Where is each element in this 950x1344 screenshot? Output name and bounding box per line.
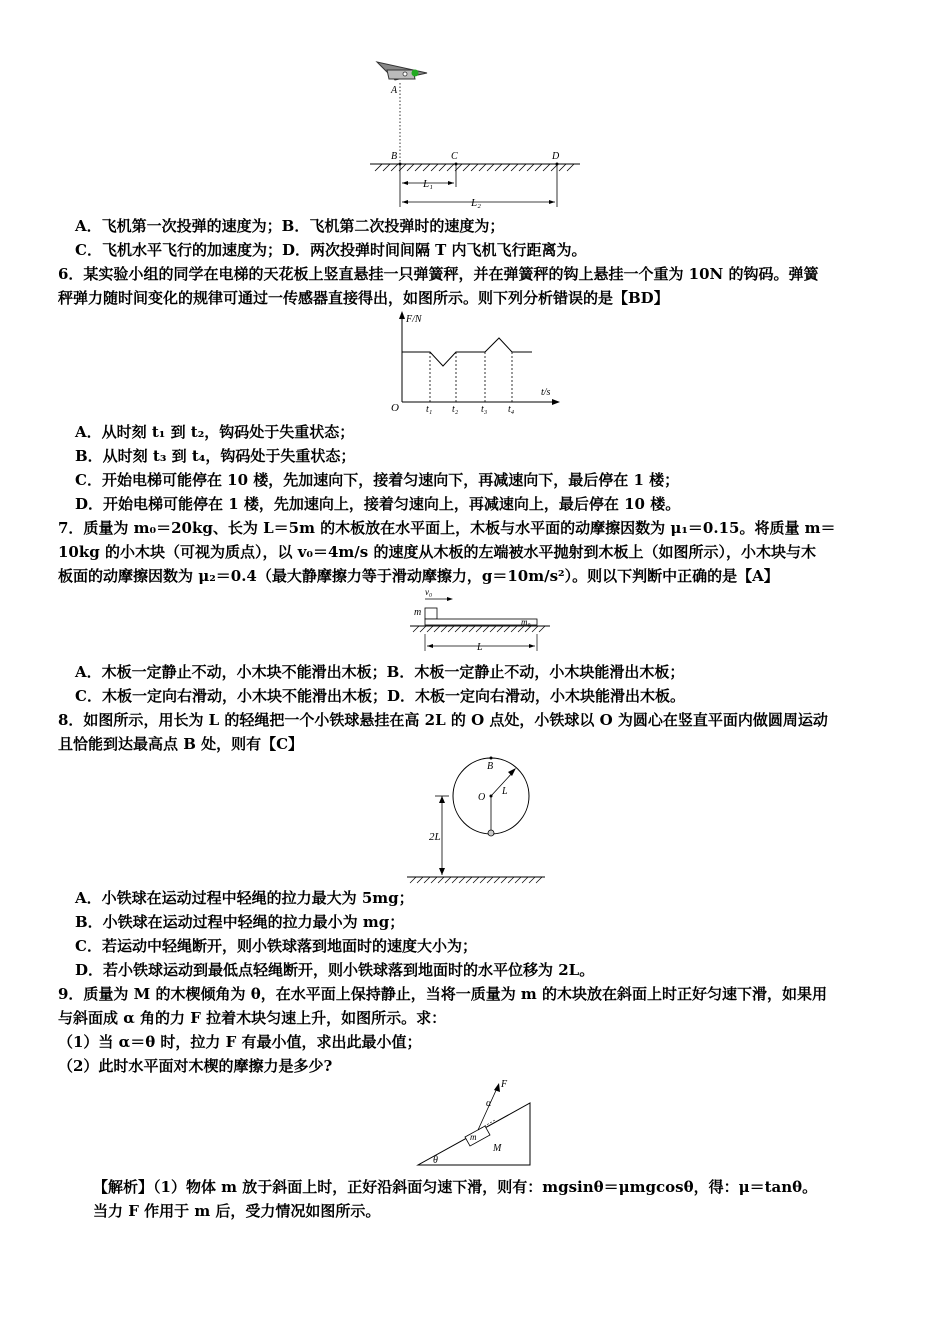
axis-label-t: t/s <box>541 387 551 398</box>
q8-stem-line2: 且恰能到达最高点 B 处，则有【C】 <box>58 735 304 753</box>
small-block <box>425 608 437 619</box>
q7-stem-line3: 板面的动摩擦因数为 μ₂＝0.4（最大静摩擦力等于滑动摩擦力，g＝10m/s²）。则以下判断中正确的是【A】 <box>58 567 779 585</box>
q9-stem-line2: 与斜面成 α 角的力 F 拉着木块匀速上升，如图所示。求： <box>58 1009 447 1027</box>
q6-option-b: B．从时刻 t₃ 到 t₄，钩码处于失重状态； <box>75 447 356 465</box>
label-L: L <box>502 786 508 797</box>
q6-stem-line1: 6．某实验小组的同学在电梯的天花板上竖直悬挂一只弹簧秤，并在弹簧秤的钩上悬挂一个重为 10N 的钩码。弹簧 <box>58 265 819 283</box>
label-v0: v₀ <box>425 587 433 597</box>
q7-stem-line1: 7．质量为 m₀＝20kg、长为 L＝5m 的木板放在水平面上，木板与水平面的动摩擦因数为 μ₁＝0.15。将质量 m＝ <box>58 519 836 537</box>
q5-figure <box>365 55 585 215</box>
airplane-icon <box>377 62 427 80</box>
label-C: C <box>451 151 458 162</box>
label-alpha: α <box>486 1098 492 1109</box>
label-B: B <box>487 761 494 772</box>
axis-label-F: F/N <box>406 314 422 325</box>
q8-option-b: B．小铁球在运动过程中轻绳的拉力最小为 mg； <box>75 913 405 931</box>
label-O: O <box>478 792 486 803</box>
q8-stem-line1: 8．如图所示，用长为 L 的轻绳把一个小铁球悬挂在高 2L 的 O 点处，小铁球以 O 为圆心在竖直平面内做圆周运动 <box>58 711 828 729</box>
q8-figure <box>405 752 550 887</box>
label-A: A <box>391 85 398 96</box>
q5-options-cd: C．飞机水平飞行的加速度为；D．两次投弹时间间隔 T 内飞机飞行距离为。 <box>75 241 587 259</box>
q7-figure <box>405 586 555 656</box>
q7-stem-line2: 10kg 的小木块（可视为质点），以 v₀＝4m/s 的速度从木板的左端被水平抛射到木板上（如图所示），小木块与木 <box>58 543 816 561</box>
q6-option-a: A．从时刻 t₁ 到 t₂，钩码处于失重状态； <box>75 423 355 441</box>
q9-part-1: （1）当 α＝θ 时，拉力 F 有最小值，求出此最小值； <box>58 1033 422 1051</box>
label-F: F <box>501 1079 508 1090</box>
label-m: m <box>470 1132 477 1142</box>
tick-t4: t₄ <box>508 404 515 415</box>
q9-stem-line1: 9．质量为 M 的木楔倾角为 θ，在水平面上保持静止，当将一质量为 m 的木块放在斜面上时正好匀速下滑，如果用 <box>58 985 828 1003</box>
q9-part-2: （2）此时水平面对木楔的摩擦力是多少? <box>58 1057 333 1075</box>
label-m: m <box>414 607 422 618</box>
q6-option-c: C．开始电梯可能停在 10 楼，先加速向下，接着匀速向下，再减速向下，最后停在 1 楼； <box>75 471 680 489</box>
label-L1: L₁ <box>423 178 433 190</box>
tick-t1: t₁ <box>426 404 433 415</box>
q5-options-ab: A．飞机第一次投弹的速度为；B．飞机第二次投弹时的速度为； <box>75 217 505 235</box>
tick-t3: t₃ <box>481 404 488 415</box>
q8-option-a: A．小铁球在运动过程中轻绳的拉力最大为 5mg； <box>75 889 414 907</box>
q6-option-d: D．开始电梯可能停在 1 楼，先加速向上，接着匀速向上，再减速向上，最后停在 10 楼。 <box>75 495 681 513</box>
q8-option-d: D．若小铁球运动到最低点轻绳断开，则小铁球落到地面时的水平位移为 2L。 <box>75 961 595 979</box>
q7-options-cd: C．木板一定向右滑动，小木块不能滑出木板；D．木板一定向右滑动，小木块能滑出木板。 <box>75 687 685 705</box>
q9-solution-line2: 当力 F 作用于 m 后，受力情况如图所示。 <box>93 1202 381 1220</box>
label-D: D <box>552 151 560 162</box>
q7-options-ab: A．木板一定静止不动，小木块不能滑出木板；B．木板一定静止不动，小木块能滑出木板； <box>75 663 685 681</box>
label-theta: θ <box>433 1155 438 1166</box>
label-L: L <box>477 642 483 653</box>
force-curve <box>402 338 532 366</box>
label-2L: 2L <box>429 831 441 843</box>
q6-figure <box>385 308 570 418</box>
origin-label: O <box>391 402 399 414</box>
q6-stem-line2: 秤弹力随时间变化的规律可通过一传感器直接得出，如图所示。则下列分析错误的是【BD】 <box>58 289 669 307</box>
label-L2: L₂ <box>471 197 481 209</box>
q9-figure <box>410 1075 540 1170</box>
tick-t2: t₂ <box>452 404 459 415</box>
label-B: B <box>391 151 398 162</box>
label-M: M <box>493 1143 502 1154</box>
label-m0: m₀ <box>521 617 531 627</box>
iron-ball <box>488 830 494 836</box>
q8-option-c: C．若运动中轻绳断开，则小铁球落到地面时的速度大小为； <box>75 937 477 955</box>
q9-solution-line1: 【解析】（1）物体 m 放于斜面上时，正好沿斜面匀速下滑，则有：mgsinθ＝μmgcosθ，得：μ＝tanθ。 <box>93 1178 818 1196</box>
